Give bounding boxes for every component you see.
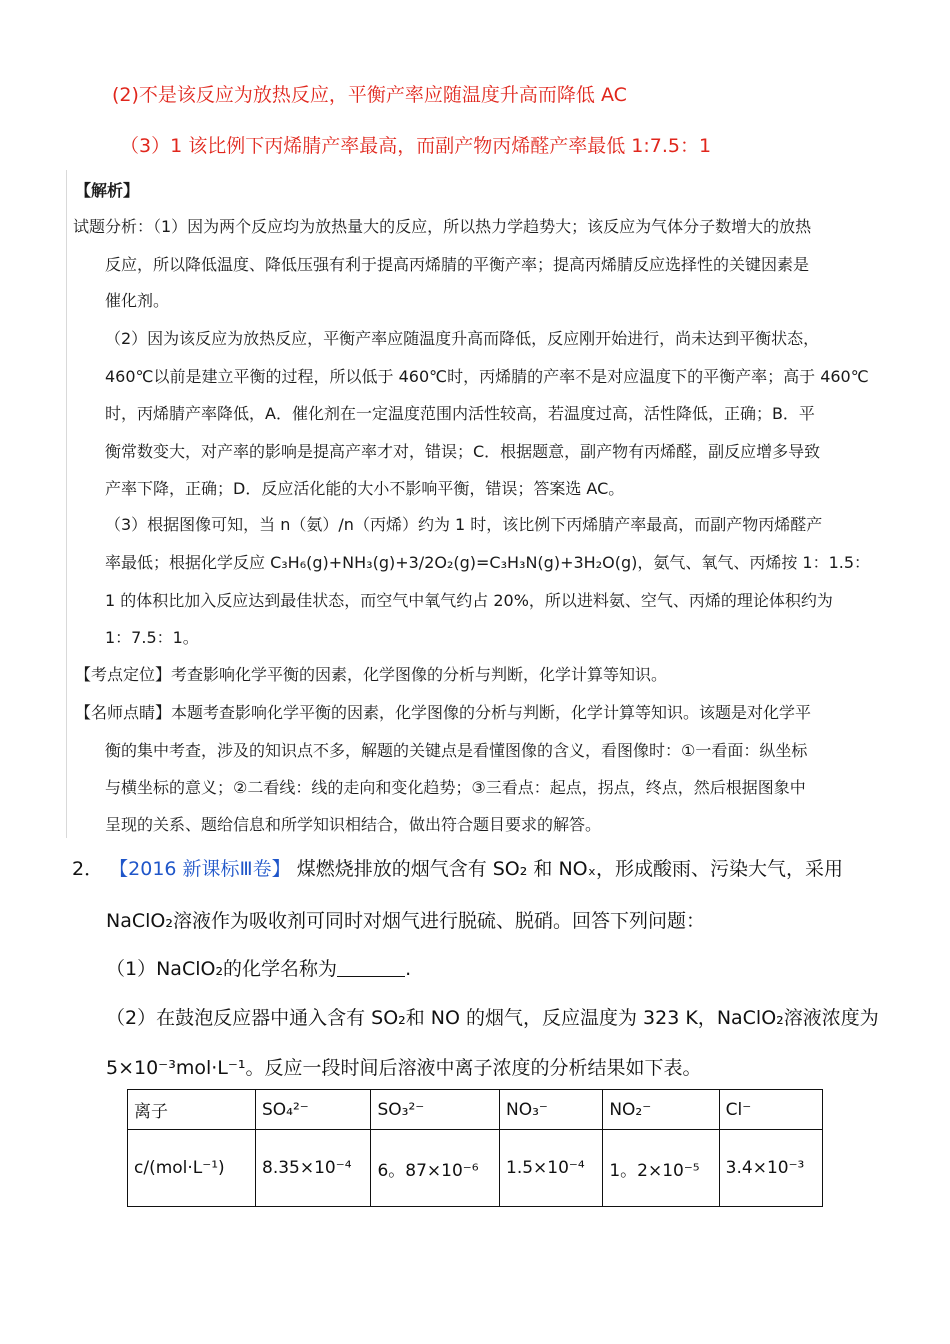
question-source: 【2016 新课标Ⅲ卷】 <box>109 858 291 880</box>
analysis-line: 衡常数变大，对产率的影响是提高产率才对，错误；C．根据题意，副产物有丙烯醛，副反应增多导致 <box>105 442 821 461</box>
table-cell: 1.5×10⁻⁴ <box>500 1130 603 1207</box>
sub-question-1-text: （1）NaClO₂的化学名称为 <box>106 958 338 980</box>
analysis-line: 1：7.5：1。 <box>105 628 199 647</box>
analysis-line: 衡的集中考查，涉及的知识点不多，解题的关键点是看懂图像的含义，看图像时：①一看面：纵坐标 <box>105 741 808 760</box>
analysis-line: （2）因为该反应为放热反应，平衡产率应随温度升高而降低，反应刚开始进行，尚未达到平衡状态， <box>105 329 820 348</box>
sub-question-1 <box>106 954 411 981</box>
analysis-line: 1 的体积比加入反应达到最佳状态，而空气中氧气约占 20%，所以进料氨、空气、丙烯的理论体积约为 <box>105 591 833 610</box>
table-row <box>128 1130 823 1207</box>
table-cell: 1。2×10⁻⁵ <box>603 1130 719 1207</box>
table-header-cell: 离子 <box>128 1090 256 1130</box>
teacher-note-line: 【名师点睛】本题考查影响化学平衡的因素，化学图像的分析与判断，化学计算等知识。该题是对化学平 <box>75 703 812 722</box>
table-header-cell: NO₃⁻ <box>500 1090 603 1130</box>
question-2-stem-b: NaClO₂溶液作为吸收剂可同时对烟气进行脱硫、脱硝。回答下列问题： <box>106 910 705 932</box>
sub-question-1-end: . <box>405 958 412 980</box>
ion-concentration-table <box>127 1089 823 1207</box>
sub-question-2-b: 5×10⁻³mol·L⁻¹。反应一段时间后溶液中离子浓度的分析结果如下表。 <box>106 1057 702 1079</box>
analysis-line: 试题分析：（1）因为两个反应均为放热量大的反应，所以热力学趋势大；该反应为气体分子数增大的放热 <box>73 217 812 236</box>
table-row-label: c/(mol·L⁻¹) <box>128 1130 256 1207</box>
analysis-line: 产率下降，正确；D．反应活化能的大小不影响平衡，错误；答案选 AC。 <box>105 479 625 498</box>
answer-line-2: (2)不是该反应为放热反应，平衡产率应随温度升高而降低 AC <box>112 84 627 106</box>
analysis-heading: 【解析】 <box>75 181 140 200</box>
analysis-line: 率最低；根据化学反应 C₃H₆(g)+NH₃(g)+3/2O₂(g)=C₃H₃N(g)+3H₂O(g)，氨气、氧气、丙烯按 1：1.5： <box>105 553 871 572</box>
table-header-cell: Cl⁻ <box>719 1090 822 1130</box>
key-point-line: 【考点定位】考查影响化学平衡的因素，化学图像的分析与判断，化学计算等知识。 <box>75 665 668 684</box>
table-cell: 6。87×10⁻⁶ <box>371 1130 500 1207</box>
question-stem-a: 煤燃烧排放的烟气含有 SO₂ 和 NOₓ，形成酸雨、污染大气，采用 <box>296 858 844 880</box>
analysis-line: 催化剂。 <box>105 291 170 310</box>
analysis-line: 呈现的关系、题给信息和所学知识相结合，做出符合题目要求的解答。 <box>105 815 602 834</box>
question-number: 2． <box>72 858 104 880</box>
sub-question-2-a: （2）在鼓泡反应器中通入含有 SO₂和 NO 的烟气，反应温度为 323 K，NaClO₂溶液浓度为 <box>106 1007 879 1029</box>
answer-blank[interactable] <box>337 958 405 977</box>
analysis-line: 时，丙烯腈产率降低，A．催化剂在一定温度范围内活性较高，若温度过高，活性降低，正确；B．平 <box>105 404 815 423</box>
table-header-cell: NO₂⁻ <box>603 1090 719 1130</box>
analysis-line: 460℃以前是建立平衡的过程，所以低于 460℃时，丙烯腈的产率不是对应温度下的平衡产率；高于 460℃ <box>105 367 869 386</box>
question-2-stem <box>72 854 843 881</box>
analysis-line: （3）根据图像可知，当 n（氨）/n（丙烯）约为 1 时，该比例下丙烯腈产率最高，而副产物丙烯醛产 <box>105 515 823 534</box>
analysis-line: 反应，所以降低温度、降低压强有利于提高丙烯腈的平衡产率；提高丙烯腈反应选择性的关键因素是 <box>105 255 810 274</box>
table-header-cell: SO₃²⁻ <box>371 1090 500 1130</box>
table-cell: 8.35×10⁻⁴ <box>256 1130 371 1207</box>
table-cell: 3.4×10⁻³ <box>719 1130 822 1207</box>
analysis-line: 与横坐标的意义；②二看线：线的走向和变化趋势；③三看点：起点，拐点，终点，然后根据图象中 <box>105 778 806 797</box>
table-header-row <box>128 1090 823 1130</box>
table-header-cell: SO₄²⁻ <box>256 1090 371 1130</box>
analysis-block <box>66 170 871 838</box>
answer-line-3: （3）1 该比例下丙烯腈产率最高，而副产物丙烯醛产率最低 1:7.5：1 <box>120 135 712 157</box>
